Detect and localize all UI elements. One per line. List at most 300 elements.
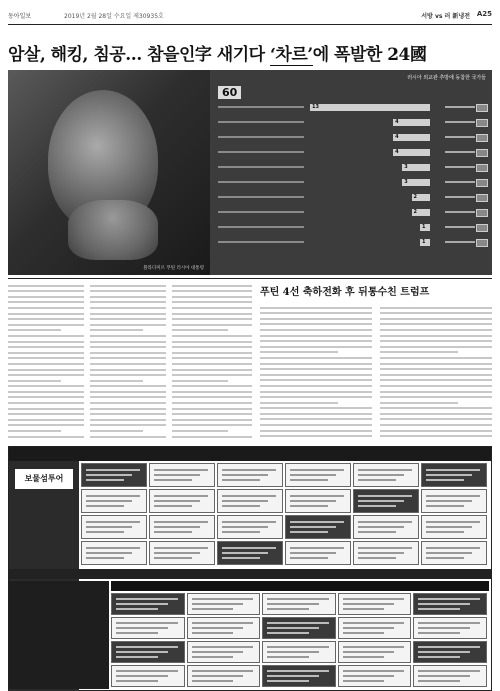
text-line bbox=[260, 430, 372, 432]
ad-offer-cell bbox=[187, 617, 261, 639]
ad-offer-cell bbox=[262, 641, 336, 663]
text-line bbox=[380, 374, 492, 376]
text-line bbox=[90, 413, 166, 415]
text-line bbox=[172, 430, 228, 432]
text-line bbox=[8, 380, 61, 382]
text-line bbox=[90, 357, 166, 359]
text-line bbox=[90, 352, 166, 354]
bar-value: 1 bbox=[422, 224, 426, 230]
ad-text-line bbox=[290, 474, 336, 476]
ad-offer-cell bbox=[217, 489, 283, 513]
text-line bbox=[172, 285, 252, 287]
text-line bbox=[172, 402, 252, 404]
ad-text-line bbox=[426, 469, 480, 471]
column-4 bbox=[260, 303, 372, 441]
ad-text-line bbox=[267, 632, 309, 634]
ad-text-line bbox=[358, 521, 412, 523]
flag-icon bbox=[476, 224, 488, 232]
infographic-title: 러시아 외교관 추방에 동참한 국가들 bbox=[407, 75, 486, 81]
text-line bbox=[90, 324, 166, 326]
text-line bbox=[172, 391, 252, 393]
bar-label-placeholder bbox=[218, 151, 304, 153]
ad-text-line bbox=[343, 622, 405, 624]
ad-text-line bbox=[192, 680, 234, 682]
ad-text-line bbox=[192, 632, 234, 634]
ad-offer-cell bbox=[81, 515, 147, 539]
ad-text-line bbox=[154, 474, 200, 476]
text-line bbox=[172, 374, 252, 376]
text-line bbox=[172, 357, 252, 359]
text-line bbox=[380, 363, 492, 365]
text-line bbox=[172, 313, 252, 315]
text-line bbox=[8, 329, 61, 331]
bar-row bbox=[210, 104, 492, 112]
text-line bbox=[380, 379, 492, 381]
bar-value: 4 bbox=[395, 119, 399, 125]
ad-text-line bbox=[343, 680, 385, 682]
country-label-placeholder bbox=[445, 106, 475, 108]
text-line bbox=[90, 307, 166, 309]
text-line bbox=[8, 296, 84, 298]
ad-text-line bbox=[86, 531, 124, 533]
ad-text-line bbox=[116, 675, 168, 677]
bar-row bbox=[210, 239, 492, 247]
ad-text-line bbox=[358, 557, 396, 559]
text-line bbox=[380, 391, 492, 393]
text-line bbox=[172, 346, 252, 348]
ad-offer-cell bbox=[413, 665, 487, 687]
ad-text-line bbox=[418, 651, 470, 653]
text-line bbox=[8, 363, 84, 365]
ad-text-line bbox=[116, 622, 178, 624]
text-line bbox=[172, 290, 252, 292]
ad-offer-cell bbox=[285, 489, 351, 513]
ad-text-line bbox=[290, 531, 328, 533]
ad-text-line bbox=[418, 670, 480, 672]
text-line bbox=[172, 329, 228, 331]
text-line bbox=[260, 335, 372, 337]
text-line bbox=[380, 329, 492, 331]
text-line bbox=[90, 363, 166, 365]
ad-text-line bbox=[358, 547, 412, 549]
ad-text-line bbox=[358, 552, 404, 554]
text-line bbox=[8, 430, 61, 432]
ad-offer-cell bbox=[81, 541, 147, 565]
text-line bbox=[8, 419, 84, 421]
ad-text-line bbox=[154, 505, 192, 507]
bar-row bbox=[210, 179, 492, 187]
ad-offer-cell bbox=[81, 489, 147, 513]
ad-text-line bbox=[222, 526, 268, 528]
ad-text-line bbox=[418, 622, 480, 624]
text-line bbox=[90, 430, 143, 432]
masthead-bar bbox=[8, 10, 492, 22]
bar-value: 2 bbox=[413, 209, 418, 215]
ad-text-line bbox=[358, 469, 412, 471]
text-line bbox=[380, 396, 492, 398]
ad-offer-cell bbox=[421, 489, 487, 513]
ad-text-line bbox=[290, 521, 344, 523]
section-rule bbox=[8, 278, 492, 279]
text-line bbox=[8, 408, 84, 410]
text-line bbox=[380, 413, 492, 415]
text-line bbox=[90, 391, 166, 393]
ad-lower-grid bbox=[111, 581, 489, 689]
ad-text-line bbox=[343, 675, 395, 677]
ad-offer-cell bbox=[353, 515, 419, 539]
country-label-placeholder bbox=[445, 166, 475, 168]
text-line bbox=[8, 318, 84, 320]
main-headline bbox=[8, 40, 492, 65]
text-line bbox=[260, 307, 372, 309]
ad-text-line bbox=[192, 622, 254, 624]
ad-text-line bbox=[290, 500, 336, 502]
text-line bbox=[380, 340, 492, 342]
ad-text-line bbox=[154, 495, 208, 497]
ad-text-line bbox=[290, 505, 328, 507]
text-line bbox=[172, 408, 252, 410]
ad-text-line bbox=[154, 469, 208, 471]
text-line bbox=[380, 312, 492, 314]
ad-text-line bbox=[343, 603, 395, 605]
text-line bbox=[260, 424, 372, 426]
text-line bbox=[8, 346, 84, 348]
text-line bbox=[260, 318, 372, 320]
ad-offer-cell bbox=[187, 593, 261, 615]
text-line bbox=[260, 402, 338, 404]
paper-name: 동아일보 bbox=[8, 13, 32, 20]
ad-text-line bbox=[290, 526, 336, 528]
text-line bbox=[260, 346, 372, 348]
text-line bbox=[90, 335, 166, 337]
text-line bbox=[260, 391, 372, 393]
text-line bbox=[260, 435, 372, 437]
ad-text-line bbox=[192, 646, 254, 648]
ad-text-line bbox=[116, 603, 168, 605]
ad-text-line bbox=[222, 505, 260, 507]
ad-text-line bbox=[418, 656, 460, 658]
putin-photo bbox=[8, 70, 210, 275]
ad-lower-panel bbox=[9, 581, 109, 689]
text-line bbox=[172, 380, 228, 382]
ad-text-line bbox=[116, 608, 158, 610]
right-article-headline: 푸틴 4선 축하전화 후 뒤통수친 트럼프 bbox=[260, 287, 430, 298]
text-line bbox=[90, 424, 166, 426]
ad-text-line bbox=[426, 531, 464, 533]
ad-text-line bbox=[290, 557, 328, 559]
ad-text-line bbox=[116, 646, 178, 648]
flag-icon bbox=[476, 239, 488, 247]
ad-text-line bbox=[116, 598, 178, 600]
ad-text-line bbox=[222, 552, 268, 554]
ad-offer-cell bbox=[149, 515, 215, 539]
country-label-placeholder bbox=[445, 241, 475, 243]
ad-text-line bbox=[222, 479, 260, 481]
ad-text-line bbox=[418, 646, 480, 648]
text-line bbox=[90, 374, 166, 376]
text-line bbox=[90, 290, 166, 292]
text-line bbox=[380, 402, 458, 404]
ad-text-line bbox=[343, 651, 395, 653]
ad-text-line bbox=[116, 656, 158, 658]
ad-offer-cell bbox=[353, 489, 419, 513]
bar-value: 1 bbox=[422, 239, 426, 245]
ad-text-line bbox=[426, 552, 472, 554]
text-line bbox=[90, 296, 166, 298]
ad-offer-cell bbox=[421, 541, 487, 565]
text-line bbox=[172, 396, 252, 398]
country-label-placeholder bbox=[445, 151, 475, 153]
ad-offer-cell bbox=[217, 515, 283, 539]
ad-offer-cell bbox=[149, 541, 215, 565]
text-line bbox=[260, 312, 372, 314]
text-line bbox=[90, 318, 166, 320]
ad-text-line bbox=[426, 521, 480, 523]
bar-row bbox=[210, 149, 492, 157]
ad-text-line bbox=[192, 670, 254, 672]
ad-text-line bbox=[192, 603, 244, 605]
text-line bbox=[380, 407, 492, 409]
text-line bbox=[260, 368, 372, 370]
ad-offer-cell bbox=[111, 665, 185, 687]
text-line bbox=[90, 369, 166, 371]
ad-offer-cell bbox=[338, 641, 412, 663]
ad-text-line bbox=[426, 505, 464, 507]
bar-value: 13 bbox=[312, 104, 319, 110]
text-line bbox=[8, 402, 84, 404]
country-label-placeholder bbox=[445, 196, 475, 198]
text-line bbox=[260, 340, 372, 342]
bar-row bbox=[210, 194, 492, 202]
ad-text-line bbox=[86, 521, 140, 523]
text-line bbox=[90, 436, 166, 438]
text-line bbox=[8, 335, 84, 337]
text-line bbox=[260, 418, 372, 420]
ad-text-line bbox=[222, 531, 260, 533]
ad-text-line bbox=[426, 474, 472, 476]
ad-text-line bbox=[290, 495, 344, 497]
text-line bbox=[260, 396, 372, 398]
text-line bbox=[380, 307, 492, 309]
ad-offer-cell bbox=[338, 665, 412, 687]
text-line bbox=[90, 380, 143, 382]
issue-info: 2019년 2월 28일 수요일 제30935호 bbox=[64, 13, 164, 20]
ad-offer-cell bbox=[149, 489, 215, 513]
ad-text-line bbox=[154, 479, 192, 481]
text-line bbox=[260, 363, 372, 365]
ad-text-line bbox=[290, 547, 344, 549]
ad-offer-cell bbox=[421, 463, 487, 487]
text-line bbox=[260, 357, 372, 359]
bar-label-placeholder bbox=[218, 106, 304, 108]
text-line bbox=[90, 419, 166, 421]
ad-text-line bbox=[86, 526, 132, 528]
text-line bbox=[260, 385, 372, 387]
column-5 bbox=[380, 303, 492, 441]
ad-offer-cell bbox=[187, 665, 261, 687]
ad-text-line bbox=[267, 670, 329, 672]
ad-text-line bbox=[86, 474, 132, 476]
text-line bbox=[380, 385, 492, 387]
ad-text-line bbox=[290, 552, 336, 554]
text-line bbox=[8, 285, 84, 287]
text-line bbox=[90, 285, 166, 287]
text-line bbox=[172, 436, 252, 438]
text-line bbox=[380, 335, 492, 337]
ad-text-line bbox=[116, 627, 168, 629]
text-line bbox=[8, 374, 84, 376]
text-line bbox=[172, 424, 252, 426]
ad-text-line bbox=[86, 552, 132, 554]
ad-text-line bbox=[358, 495, 412, 497]
ad-text-line bbox=[116, 670, 178, 672]
ad-text-line bbox=[222, 547, 276, 549]
text-line bbox=[8, 307, 84, 309]
text-line bbox=[172, 369, 252, 371]
ad-offer-cell bbox=[111, 617, 185, 639]
ad-lower-banner bbox=[111, 581, 489, 591]
ad-offer-cell bbox=[421, 515, 487, 539]
ad-text-line bbox=[86, 547, 140, 549]
ad-offer-cell bbox=[111, 593, 185, 615]
text-line bbox=[380, 418, 492, 420]
ad-offer-cell bbox=[413, 593, 487, 615]
text-line bbox=[90, 313, 166, 315]
bar-label-placeholder bbox=[218, 181, 304, 183]
ad-text-line bbox=[343, 608, 385, 610]
ad-text-line bbox=[418, 632, 460, 634]
ad-text-line bbox=[343, 598, 405, 600]
ad-text-line bbox=[358, 474, 404, 476]
ad-text-line bbox=[290, 479, 328, 481]
ad-text-line bbox=[418, 675, 470, 677]
text-line bbox=[8, 369, 84, 371]
bar-row bbox=[210, 164, 492, 172]
ad-text-line bbox=[222, 500, 268, 502]
newspaper-page bbox=[8, 0, 492, 691]
flag-icon bbox=[476, 149, 488, 157]
ad-text-line bbox=[192, 651, 244, 653]
text-line bbox=[90, 408, 166, 410]
text-line bbox=[8, 313, 84, 315]
text-line bbox=[380, 430, 492, 432]
headline-quote: ‘차르’ bbox=[270, 45, 313, 65]
flag-icon bbox=[476, 194, 488, 202]
text-line bbox=[90, 301, 166, 303]
column-3 bbox=[172, 281, 252, 441]
country-label-placeholder bbox=[445, 181, 475, 183]
text-line bbox=[172, 301, 252, 303]
ad-offer-cell bbox=[285, 515, 351, 539]
ad-strip bbox=[9, 569, 491, 579]
ad-offer-cell bbox=[81, 463, 147, 487]
bar-label-placeholder bbox=[218, 226, 304, 228]
ad-text-line bbox=[192, 608, 234, 610]
flag-icon bbox=[476, 164, 488, 172]
ad-text-line bbox=[267, 627, 319, 629]
ad-text-line bbox=[267, 675, 319, 677]
ad-offer-cell bbox=[285, 541, 351, 565]
text-line bbox=[90, 341, 166, 343]
country-label-placeholder bbox=[445, 211, 475, 213]
text-line bbox=[380, 357, 492, 359]
text-line bbox=[380, 318, 492, 320]
text-line bbox=[260, 351, 338, 353]
text-line bbox=[8, 424, 84, 426]
ad-text-line bbox=[267, 598, 329, 600]
ad-text-line bbox=[86, 500, 132, 502]
ad-text-line bbox=[116, 680, 158, 682]
top-rule bbox=[8, 24, 492, 25]
country-label-placeholder bbox=[445, 226, 475, 228]
ad-text-line bbox=[426, 500, 472, 502]
bar-label-placeholder bbox=[218, 121, 304, 123]
bar-row bbox=[210, 209, 492, 217]
infographic bbox=[210, 70, 492, 275]
bar-chart bbox=[210, 104, 492, 269]
ad-text-line bbox=[267, 680, 309, 682]
bar-row bbox=[210, 224, 492, 232]
ad-text-line bbox=[154, 526, 200, 528]
ad-offer-cell bbox=[338, 593, 412, 615]
ad-text-line bbox=[192, 656, 234, 658]
text-line bbox=[8, 413, 84, 415]
ad-offer-cell bbox=[353, 541, 419, 565]
text-line bbox=[172, 385, 252, 387]
flag-icon bbox=[476, 134, 488, 142]
text-line bbox=[172, 413, 252, 415]
ad-text-line bbox=[343, 656, 385, 658]
ad-text-line bbox=[358, 500, 404, 502]
bar-value: 4 bbox=[395, 149, 399, 155]
text-line bbox=[8, 301, 84, 303]
ad-text-line bbox=[267, 646, 329, 648]
ad-offer-cell bbox=[187, 641, 261, 663]
ad-text-line bbox=[358, 531, 396, 533]
text-line bbox=[172, 419, 252, 421]
ad-text-line bbox=[426, 479, 464, 481]
bar-label-placeholder bbox=[218, 136, 304, 138]
ad-offer-cell bbox=[111, 641, 185, 663]
ad-text-line bbox=[116, 632, 158, 634]
text-line bbox=[8, 290, 84, 292]
ad-text-line bbox=[222, 495, 276, 497]
photo-caption: 블라디미르 푸틴 러시아 대통령 bbox=[143, 266, 204, 271]
text-line bbox=[90, 346, 166, 348]
bar-label-placeholder bbox=[218, 196, 304, 198]
text-line bbox=[172, 352, 252, 354]
ad-text-line bbox=[418, 598, 480, 600]
flag-icon bbox=[476, 119, 488, 127]
ad-text-line bbox=[418, 627, 470, 629]
ad-text-line bbox=[358, 505, 396, 507]
ad-text-line bbox=[192, 598, 254, 600]
travel-advertisement bbox=[8, 446, 492, 691]
text-line bbox=[172, 363, 252, 365]
text-line bbox=[380, 435, 492, 437]
bar-value: 3 bbox=[404, 164, 408, 170]
ad-text-line bbox=[267, 622, 329, 624]
bar-label-placeholder bbox=[218, 166, 304, 168]
ad-text-line bbox=[154, 500, 200, 502]
ad-text-line bbox=[154, 521, 208, 523]
ad-text-line bbox=[222, 469, 276, 471]
ad-text-line bbox=[426, 547, 480, 549]
text-line bbox=[172, 335, 252, 337]
headline-part-2: 에 폭발한 24國 bbox=[312, 45, 427, 65]
headline-part-1: 암살, 해킹, 침공… 참을인字 새기다 bbox=[8, 45, 270, 65]
ad-text-line bbox=[192, 627, 244, 629]
